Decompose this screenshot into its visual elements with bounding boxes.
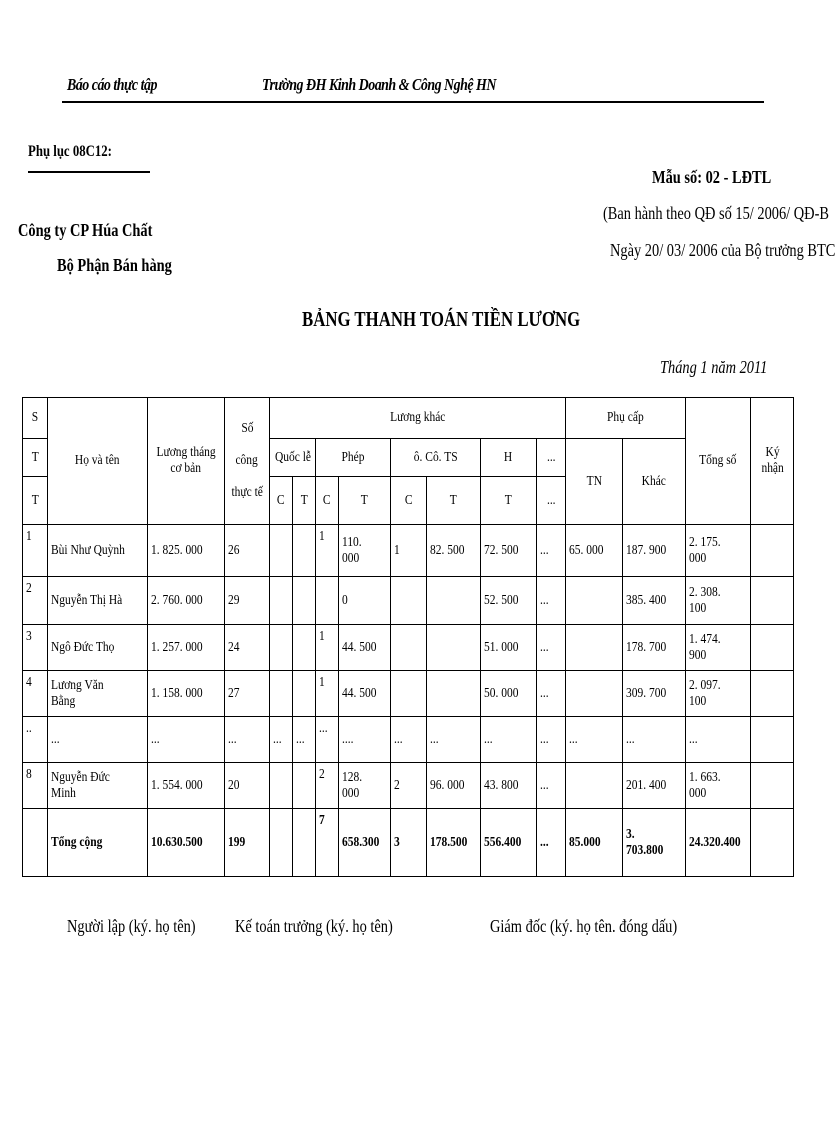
cell-more-value: ...: [540, 542, 549, 558]
header-holiday-c-label: C: [277, 492, 285, 508]
header-work-days: [225, 398, 270, 525]
form-code: Mẫu số: 02 - LĐTL: [652, 167, 772, 187]
header-leave-t-label: T: [360, 492, 369, 508]
cell-total: [686, 671, 751, 717]
table-row: [23, 763, 794, 809]
cell-sick-c-value: ...: [394, 731, 403, 747]
cell-base-salary: [148, 763, 225, 809]
cell-base-salary-value: 2. 760. 000: [151, 592, 203, 608]
cell-stt-value: 1: [26, 529, 32, 544]
cell-sick-c: [391, 525, 427, 577]
cell-h-t: [481, 625, 537, 671]
cell-holiday-c: [270, 763, 293, 809]
cell-leave-t-value: 110. 000: [342, 534, 362, 566]
cell-sick-c: [391, 671, 427, 717]
cell-leave-c: [316, 763, 339, 809]
cell-base-salary: [148, 671, 225, 717]
cell-holiday-t-value: ...: [296, 731, 305, 747]
cell-stt-value: ..: [26, 721, 32, 736]
cell-full-name: [48, 717, 148, 763]
table-row: [23, 525, 794, 577]
cell-full-name-value: Bùi Như Quỳnh: [51, 542, 125, 558]
cell-holiday-t: [293, 525, 316, 577]
cell-more-value: ...: [540, 685, 549, 701]
header-stt-2: T: [31, 449, 39, 465]
cell-sick-t-value: 178.500: [430, 834, 468, 850]
cell-leave-c-value: ...: [319, 721, 328, 736]
cell-allowance-tn-value: 85.000: [569, 834, 601, 850]
header-rule: [62, 101, 764, 103]
cell-base-salary: [148, 717, 225, 763]
cell-leave-c-value: 1: [319, 529, 325, 544]
header-other-allowance: [623, 439, 686, 525]
cell-h-t-value: 556.400: [484, 834, 522, 850]
cell-full-name-value: Tổng cộng: [51, 834, 103, 850]
header-total-label: Tổng số: [699, 453, 737, 468]
cell-leave-c: [316, 525, 339, 577]
header-row-1: [23, 398, 794, 439]
cell-work-days-value: 20: [228, 777, 240, 793]
cell-full-name-value: Nguyễn Thị Hà: [51, 592, 123, 608]
cell-holiday-t: [293, 625, 316, 671]
header-name-label: Họ và tên: [75, 453, 120, 468]
cell-allowance-other: [623, 809, 686, 877]
cell-h-t: [481, 525, 537, 577]
cell-base-salary-value: 1. 158. 000: [151, 685, 203, 701]
header-leave-label: Phép: [341, 449, 365, 465]
cell-leave-t: [339, 763, 391, 809]
cell-h-t: [481, 577, 537, 625]
cell-sick-c: [391, 763, 427, 809]
header-leave-c: [316, 477, 339, 525]
cell-holiday-c-value: ...: [273, 731, 282, 747]
cell-total: [686, 577, 751, 625]
cell-leave-t-value: 0: [342, 592, 348, 608]
cell-total-value: 2. 308. 100: [689, 584, 721, 616]
total-row: [23, 809, 794, 877]
cell-stt: [23, 525, 48, 577]
header-allowance: [566, 398, 686, 439]
cell-work-days-value: ...: [228, 731, 237, 747]
cell-work-days-value: 199: [228, 834, 246, 850]
header-sick-c: [391, 477, 427, 525]
cell-full-name: [48, 525, 148, 577]
cell-total: [686, 525, 751, 577]
cell-holiday-c: [270, 525, 293, 577]
cell-sick-t: [427, 525, 481, 577]
header-stt-cell-2: [23, 439, 48, 477]
cell-full-name-value: Nguyễn Đức Minh: [51, 769, 110, 801]
cell-allowance-other: [623, 717, 686, 763]
cell-total-value: ...: [689, 731, 698, 747]
header-h: [481, 439, 537, 477]
cell-allowance-other: [623, 577, 686, 625]
cell-h-t-value: 72. 500: [484, 542, 519, 558]
cell-leave-t: [339, 625, 391, 671]
cell-sick-t-value: ...: [430, 731, 439, 747]
cell-total: [686, 625, 751, 671]
header-holiday-label: Quốc lễ: [274, 449, 311, 465]
header-sick: [391, 439, 481, 477]
header-work-days-3: thực tế: [231, 485, 263, 500]
header-more-2: [537, 477, 566, 525]
cell-base-salary-value: ...: [151, 731, 160, 747]
table-row: [23, 577, 794, 625]
payroll-table: [22, 397, 794, 877]
header-other-salary-label: Lương khác: [389, 410, 446, 425]
cell-h-t-value: 50. 000: [484, 685, 519, 701]
cell-more-value: ...: [540, 777, 549, 793]
cell-holiday-c: [270, 809, 293, 877]
header-sick-label: ô. Cô. TS: [413, 449, 458, 465]
cell-full-name: [48, 763, 148, 809]
header-h-label: H: [504, 449, 513, 465]
cell-full-name: [48, 671, 148, 717]
cell-leave-t: [339, 577, 391, 625]
cell-work-days-value: 26: [228, 542, 240, 558]
report-header-school: Trường ĐH Kinh Doanh & Công Nghệ HN: [262, 75, 496, 94]
cell-leave-c: [316, 577, 339, 625]
header-work-days-2: công: [235, 453, 259, 468]
cell-leave-t-value: 44. 500: [342, 685, 377, 701]
cell-allowance-other-value: 178. 700: [626, 639, 667, 655]
cell-work-days-value: 24: [228, 639, 240, 655]
cell-full-name-value: ...: [51, 731, 60, 747]
header-tn-label: TN: [586, 473, 602, 489]
cell-more: [537, 525, 566, 577]
cell-holiday-t: [293, 671, 316, 717]
cell-sick-t: [427, 763, 481, 809]
cell-total-value: 1. 663. 000: [689, 769, 721, 801]
cell-leave-c-value: 7: [319, 813, 325, 828]
cell-signature: [751, 525, 794, 577]
cell-holiday-t: [293, 809, 316, 877]
cell-base-salary: [148, 577, 225, 625]
cell-more: [537, 625, 566, 671]
cell-leave-c-value: 2: [319, 767, 325, 782]
department-name: Bộ Phận Bán hàng: [57, 255, 172, 275]
header-holiday-c: [270, 477, 293, 525]
header-leave-t: [339, 477, 391, 525]
cell-holiday-c: [270, 671, 293, 717]
cell-more: [537, 809, 566, 877]
cell-stt: [23, 809, 48, 877]
cell-work-days-value: 29: [228, 592, 240, 608]
cell-sick-t: [427, 577, 481, 625]
cell-allowance-other-value: 309. 700: [626, 685, 667, 701]
cell-leave-c: [316, 625, 339, 671]
cell-leave-t: [339, 809, 391, 877]
report-title: BẢNG THANH TOÁN TIỀN LƯƠNG: [302, 307, 581, 331]
cell-total-value: 1. 474. 900: [689, 631, 721, 663]
cell-signature: [751, 625, 794, 671]
cell-allowance-other-value: 201. 400: [626, 777, 667, 793]
cell-allowance-other: [623, 763, 686, 809]
header-base-salary-1: Lương tháng: [156, 445, 216, 460]
report-header-left: Báo cáo thực tập: [67, 75, 157, 94]
cell-base-salary: [148, 809, 225, 877]
cell-stt: [23, 717, 48, 763]
cell-more-value: ...: [540, 731, 549, 747]
appendix-label: Phụ lục 08C12:: [28, 143, 112, 160]
cell-h-t-value: 43. 800: [484, 777, 519, 793]
cell-sick-c-value: 1: [394, 542, 400, 558]
cell-total-value: 2. 097. 100: [689, 677, 721, 709]
form-issued-date: Ngày 20/ 03/ 2006 của Bộ trưởng BTC: [610, 240, 835, 260]
cell-h-t: [481, 763, 537, 809]
header-holiday-t: [293, 477, 316, 525]
cell-holiday-t: [293, 717, 316, 763]
cell-more: [537, 577, 566, 625]
cell-work-days: [225, 671, 270, 717]
cell-work-days: [225, 525, 270, 577]
header-base-salary-2: cơ bản: [170, 461, 202, 476]
cell-work-days: [225, 625, 270, 671]
cell-allowance-other-value: 3. 703.800: [626, 826, 664, 858]
cell-allowance-other-value: 385. 400: [626, 592, 667, 608]
header-other-salary: [270, 398, 566, 439]
cell-base-salary-value: 1. 554. 000: [151, 777, 203, 793]
cell-allowance-tn: [566, 717, 623, 763]
cell-allowance-other: [623, 625, 686, 671]
cell-h-t: [481, 671, 537, 717]
cell-allowance-other-value: 187. 900: [626, 542, 667, 558]
cell-leave-c: [316, 809, 339, 877]
cell-stt-value: 3: [26, 629, 32, 644]
cell-stt-value: 4: [26, 675, 32, 690]
cell-signature: [751, 809, 794, 877]
cell-total: [686, 717, 751, 763]
cell-sick-t-value: 96. 000: [430, 777, 465, 793]
cell-total-value: 24.320.400: [689, 834, 741, 850]
header-more: [537, 439, 566, 477]
cell-base-salary: [148, 625, 225, 671]
header-more-label: ...: [546, 449, 556, 465]
header-h-t-label: T: [504, 492, 513, 508]
cell-leave-c: [316, 717, 339, 763]
cell-allowance-tn: [566, 671, 623, 717]
cell-sick-c: [391, 625, 427, 671]
cell-full-name: [48, 625, 148, 671]
table-row: [23, 717, 794, 763]
cell-allowance-tn-value: 65. 000: [569, 542, 604, 558]
cell-leave-c: [316, 671, 339, 717]
cell-h-t-value: 52. 500: [484, 592, 519, 608]
header-other-allowance-label: Khác: [641, 473, 667, 489]
cell-sick-c: [391, 717, 427, 763]
header-stt-cell-3: [23, 477, 48, 525]
header-tn: [566, 439, 623, 525]
cell-holiday-c: [270, 577, 293, 625]
header-work-days-1: Số: [240, 421, 254, 436]
header-total: [686, 398, 751, 525]
cell-holiday-c: [270, 717, 293, 763]
cell-stt: [23, 763, 48, 809]
header-name: [48, 398, 148, 525]
header-stt-1: S: [31, 410, 39, 425]
cell-full-name-value: Ngô Đức Thọ: [51, 639, 115, 655]
cell-h-t: [481, 717, 537, 763]
signature-preparer: Người lập (ký. họ tên): [67, 916, 196, 936]
cell-sick-c-value: 2: [394, 777, 400, 793]
cell-signature: [751, 763, 794, 809]
cell-allowance-other: [623, 525, 686, 577]
cell-sick-t: [427, 625, 481, 671]
cell-work-days: [225, 763, 270, 809]
cell-holiday-t: [293, 763, 316, 809]
cell-h-t-value: ...: [484, 731, 493, 747]
cell-sick-t: [427, 671, 481, 717]
cell-work-days: [225, 717, 270, 763]
cell-base-salary: [148, 525, 225, 577]
cell-sick-c: [391, 809, 427, 877]
header-sick-c-label: C: [404, 492, 413, 508]
table-row: [23, 625, 794, 671]
cell-signature: [751, 577, 794, 625]
header-signature: [751, 398, 794, 525]
signature-chief-accountant: Kế toán trưởng (ký. họ tên): [235, 916, 393, 936]
header-stt-3: T: [31, 492, 39, 508]
cell-leave-t: [339, 717, 391, 763]
cell-allowance-tn: [566, 625, 623, 671]
cell-holiday-t: [293, 577, 316, 625]
header-holiday: [270, 439, 316, 477]
cell-h-t-value: 51. 000: [484, 639, 519, 655]
cell-h-t: [481, 809, 537, 877]
header-leave-c-label: C: [323, 492, 331, 508]
cell-stt: [23, 671, 48, 717]
cell-full-name: [48, 577, 148, 625]
cell-holiday-c: [270, 625, 293, 671]
appendix-label-box: [28, 143, 150, 174]
report-period: Tháng 1 năm 2011: [660, 357, 768, 377]
cell-work-days: [225, 577, 270, 625]
cell-full-name: [48, 809, 148, 877]
cell-more: [537, 717, 566, 763]
cell-signature: [751, 671, 794, 717]
signature-director: Giám đốc (ký. họ tên. đóng dấu): [490, 916, 678, 936]
cell-total-value: 2. 175. 000: [689, 534, 721, 566]
cell-stt-value: 2: [26, 581, 32, 596]
cell-sick-t: [427, 717, 481, 763]
header-stt: [23, 398, 48, 439]
cell-allowance-other-value: ...: [626, 731, 635, 747]
header-allowance-label: Phụ cấp: [607, 410, 644, 425]
cell-total: [686, 809, 751, 877]
cell-allowance-tn: [566, 525, 623, 577]
cell-full-name-value: Lương Văn Bằng: [51, 677, 104, 709]
appendix-underline: [28, 171, 150, 173]
cell-allowance-tn: [566, 577, 623, 625]
cell-sick-t-value: 82. 500: [430, 542, 465, 558]
cell-leave-t-value: ....: [342, 731, 354, 747]
header-leave: [316, 439, 391, 477]
cell-sick-t: [427, 809, 481, 877]
cell-base-salary-value: 1. 825. 000: [151, 542, 203, 558]
cell-leave-t-value: 44. 500: [342, 639, 377, 655]
header-signature-1: Ký: [765, 445, 780, 460]
cell-leave-c-value: 1: [319, 675, 325, 690]
cell-allowance-other: [623, 671, 686, 717]
cell-more-value: ...: [540, 639, 549, 655]
cell-sick-c: [391, 577, 427, 625]
cell-more: [537, 671, 566, 717]
cell-base-salary-value: 1. 257. 000: [151, 639, 203, 655]
cell-more: [537, 763, 566, 809]
header-signature-2: nhận: [760, 461, 784, 476]
cell-total: [686, 763, 751, 809]
cell-more-value: ...: [540, 834, 549, 850]
cell-leave-t: [339, 525, 391, 577]
cell-stt-value: 8: [26, 767, 32, 782]
cell-allowance-tn: [566, 809, 623, 877]
form-issued-by: (Ban hành theo QĐ số 15/ 2006/ QĐ-B: [603, 203, 829, 223]
table-row: [23, 671, 794, 717]
cell-leave-c-value: 1: [319, 629, 325, 644]
header-base-salary: [148, 398, 225, 525]
cell-allowance-tn: [566, 763, 623, 809]
cell-allowance-tn-value: ...: [569, 731, 578, 747]
cell-work-days: [225, 809, 270, 877]
cell-work-days-value: 27: [228, 685, 240, 701]
company-name: Công ty CP Húa Chất: [18, 220, 153, 240]
cell-signature: [751, 717, 794, 763]
cell-leave-t: [339, 671, 391, 717]
header-more-2-label: ...: [546, 492, 556, 508]
cell-stt: [23, 625, 48, 671]
header-sick-t: [427, 477, 481, 525]
header-holiday-t-label: T: [300, 492, 308, 508]
cell-more-value: ...: [540, 592, 549, 608]
cell-leave-t-value: 658.300: [342, 834, 380, 850]
header-sick-t-label: T: [449, 492, 458, 508]
cell-base-salary-value: 10.630.500: [151, 834, 203, 850]
header-h-t: [481, 477, 537, 525]
cell-leave-t-value: 128. 000: [342, 769, 363, 801]
cell-sick-c-value: 3: [394, 834, 400, 850]
cell-stt: [23, 577, 48, 625]
